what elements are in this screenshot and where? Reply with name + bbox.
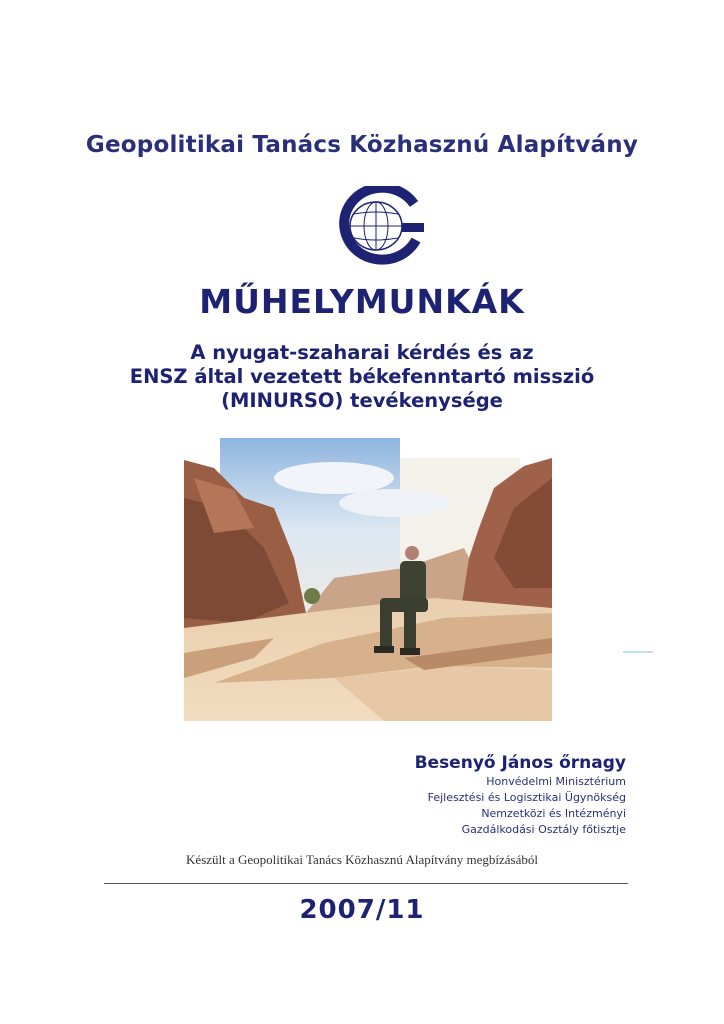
publication-date: 2007/11 [299, 895, 425, 925]
author-name: Besenyő János őrnagy [414, 753, 626, 773]
divider [104, 883, 628, 884]
commission-note: Készült a Geopolitikai Tanács Közhasznú Alapítvány megbízásából [186, 852, 538, 867]
subtitle-line: (MINURSO) tevékenysége [221, 389, 503, 412]
author-block [266, 752, 626, 838]
globe-g-icon [326, 186, 432, 266]
series-title: MŰHELYMUNKÁK [199, 282, 525, 321]
subtitle-line: A nyugat-szaharai kérdés és az [190, 341, 534, 364]
author-affiliation: Fejlesztési és Logisztikai Ügynökség [427, 791, 626, 804]
subtitle [0, 341, 724, 413]
subtitle-line: ENSZ által vezetett békefenntartó misszió [129, 365, 595, 388]
organization-title: Geopolitikai Tanács Közhasznú Alapítvány [85, 132, 639, 158]
author-affiliation: Gazdálkodási Osztály főtisztje [461, 823, 626, 836]
author-affiliation: Honvédelmi Minisztérium [486, 775, 626, 788]
scan-artifact [623, 651, 653, 653]
author-affiliation: Nemzetközi és Intézményi [481, 807, 626, 820]
desert-canyon-photo [184, 438, 552, 721]
